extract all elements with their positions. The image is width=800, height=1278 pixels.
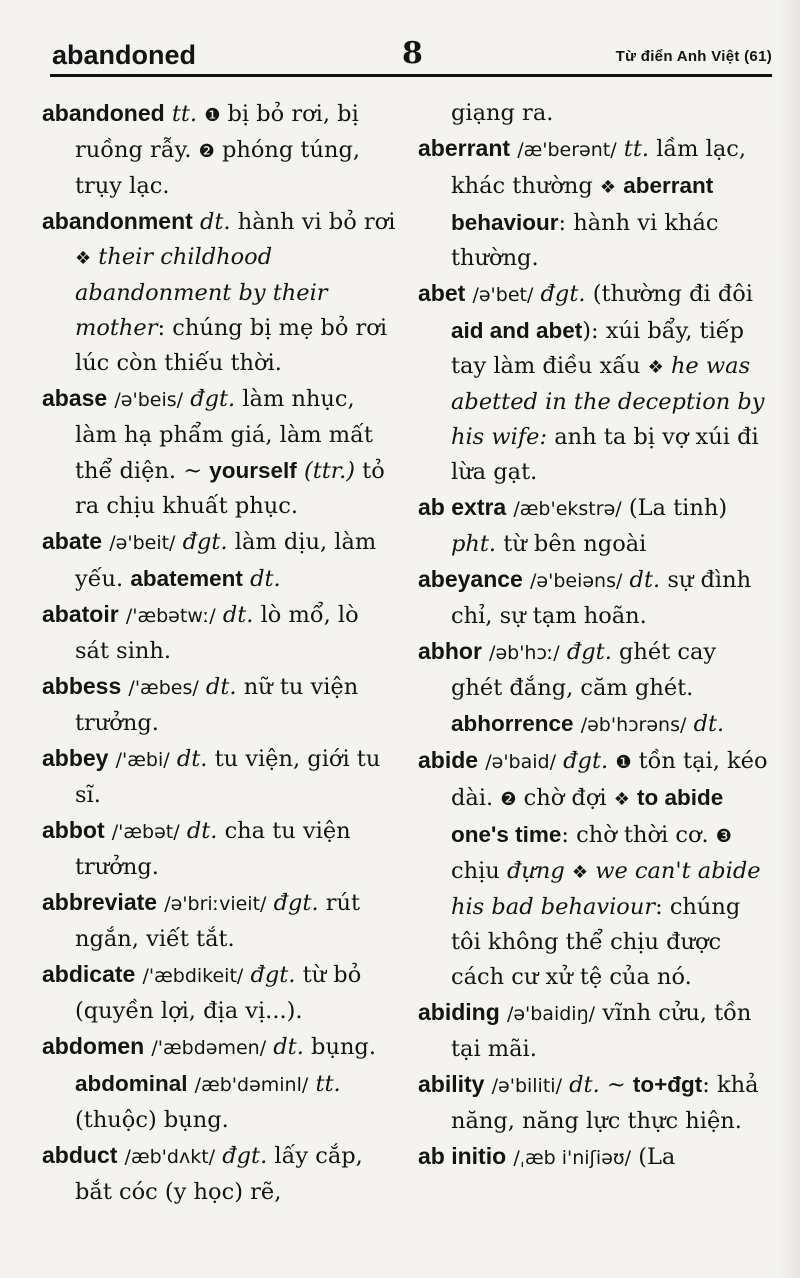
headword: abduct <box>42 1142 118 1168</box>
definition: hành vi bỏ rơi <box>237 209 396 235</box>
definition: (thường đi đôi <box>592 281 753 307</box>
part-of-speech: đgt. <box>273 890 319 916</box>
definition: vĩnh cửu, tồn tại mãi. <box>451 1000 752 1062</box>
origin-label: (La tinh) <box>628 495 728 521</box>
headword: ability <box>418 1071 485 1097</box>
derived-word: abhorrence <box>451 711 574 736</box>
definition: bị bỏ rơi, bị ruồng rẫy. <box>75 101 359 163</box>
entry-abduct <box>42 1138 396 1210</box>
part-of-speech: đgt. <box>566 639 612 665</box>
part-of-speech: dt. <box>222 602 254 628</box>
headword: abandonment <box>42 208 193 234</box>
headword: abiding <box>418 999 500 1025</box>
phrase: to+đgt <box>632 1072 703 1097</box>
headword: abeyance <box>418 566 523 592</box>
sense-marker-1: ❶ <box>615 752 632 773</box>
pronunciation: /ə'biliti/ <box>491 1075 562 1097</box>
entry-abide <box>418 743 772 995</box>
definition: chờ đợi <box>523 785 607 811</box>
phrase: aberrant behaviour <box>451 173 714 235</box>
example-marker: ❖ <box>599 177 617 198</box>
phrase: to abide one's time <box>451 785 724 847</box>
pronunciation: /'æbes/ <box>128 677 199 699</box>
definition: ghét cay ghét đắng, căm ghét. <box>451 639 717 701</box>
page-edge-shadow <box>778 0 800 1278</box>
headword: abatoir <box>42 601 119 627</box>
headword: abbreviate <box>42 889 158 915</box>
definition: tu viện, giới tu sĩ. <box>75 746 381 808</box>
part-of-speech: đgt. <box>250 962 296 988</box>
derived-word: abdominal <box>75 1071 188 1096</box>
entry-ab-initio <box>418 1139 772 1176</box>
definition: từ bên ngoài <box>503 531 647 557</box>
part-of-speech: dt. <box>273 1034 304 1060</box>
entry-abhor <box>418 634 772 743</box>
entry-ab-extra <box>418 490 772 562</box>
definition: rút ngắn, viết tắt. <box>75 890 361 952</box>
pronunciation: /əb'hɔrəns/ <box>580 714 687 736</box>
origin-label: (La <box>638 1144 676 1170</box>
headword: abase <box>42 385 108 411</box>
definition: lò mổ, lò sát sinh. <box>75 602 359 664</box>
definition: làm nhục, làm hạ phẩm giá, làm mất thể diện. ~ <box>75 386 373 484</box>
pronunciation: /'æbət/ <box>111 821 180 843</box>
definition: giạng ra. <box>451 100 554 126</box>
definition: ): xúi bẩy, tiếp tay làm điều xấu <box>451 318 745 379</box>
pronunciation: /ə'beiəns/ <box>530 570 623 592</box>
sense-marker-3: ❸ <box>715 826 732 847</box>
entry-abbreviate <box>42 885 396 957</box>
headword: abdomen <box>42 1033 145 1059</box>
translation: anh ta bị vợ xúi đi lừa gạt. <box>451 424 759 485</box>
pronunciation: /'æbətwː/ <box>125 605 216 627</box>
book-title: Từ điển Anh Việt (61) <box>615 48 772 65</box>
translation: : hành vi khác thường. <box>451 210 719 271</box>
headword: abet <box>418 280 466 306</box>
headword: abandoned <box>42 100 165 126</box>
entry-ability <box>418 1067 772 1139</box>
example-marker: ❖ <box>571 862 589 883</box>
part-of-speech: dt. <box>186 818 218 844</box>
definition-italic: đựng <box>506 858 565 884</box>
entry-abate <box>42 524 396 597</box>
example: we can't abide his bad behaviour <box>451 858 761 920</box>
definition: từ bỏ (quyền lợi, địa vị...). <box>75 962 362 1024</box>
part-of-speech: tt. <box>171 101 198 127</box>
entry-abandonment <box>42 204 396 381</box>
part-of-speech: dt. <box>205 674 237 700</box>
pronunciation: /æb'ekstrə/ <box>513 498 622 520</box>
pronunciation: /ə'baidiŋ/ <box>506 1003 596 1025</box>
page-number: 8 <box>402 36 423 71</box>
headword: abhor <box>418 638 482 664</box>
headword: abbey <box>42 745 109 771</box>
part-of-speech: dt. <box>199 209 231 235</box>
pronunciation: /ə'baid/ <box>485 751 556 773</box>
definition: sự đình chỉ, sự tạm hoãn. <box>451 567 752 629</box>
definition: nữ tu viện trưởng. <box>75 674 359 736</box>
entry-abbey <box>42 741 396 813</box>
part-of-speech: dt. <box>629 567 661 593</box>
entry-abbess <box>42 669 396 741</box>
entry-abdicate <box>42 957 396 1029</box>
pronunciation: /ə'beis/ <box>114 389 184 411</box>
entry-abatoir <box>42 597 396 669</box>
definition: lấy cắp, bắt cóc (y học) rẽ, <box>75 1143 363 1205</box>
definition: cha tu viện trưởng. <box>75 818 351 880</box>
pronunciation: /'æbdikeit/ <box>142 965 244 987</box>
definition: bụng. <box>311 1034 376 1060</box>
entry-abbot <box>42 813 396 885</box>
part-of-speech: dt. <box>250 566 281 592</box>
entry-abase <box>42 381 396 524</box>
part-of-speech: dt. <box>569 1072 600 1098</box>
entry-abdomen <box>42 1029 396 1138</box>
part-of-speech: đgt. <box>563 748 609 774</box>
phrase: aid and abet <box>451 318 583 343</box>
part-of-speech: pht. <box>451 531 497 557</box>
sense-marker-2: ❷ <box>500 789 517 810</box>
part-of-speech: tt. <box>623 136 650 162</box>
right-column <box>418 96 772 1176</box>
pronunciation: /'æbdəmen/ <box>151 1037 267 1059</box>
definition: làm dịu, làm yếu. <box>75 529 377 592</box>
guide-word: abandoned <box>52 40 197 70</box>
pronunciation: /'æbi/ <box>115 749 170 771</box>
pronunciation: /æ'berənt/ <box>517 139 617 161</box>
pronunciation: /æb'dəminl/ <box>194 1074 309 1096</box>
sense-marker-1: ❶ <box>204 105 221 126</box>
pronunciation: /ˌæb i'niʃiəʊ/ <box>513 1147 632 1169</box>
headword: abbess <box>42 673 122 699</box>
translation: : khả năng, năng lực thực hiện. <box>451 1072 759 1134</box>
example-marker: ❖ <box>75 248 92 269</box>
entry-abeyance <box>418 562 772 634</box>
headword: ab initio <box>418 1143 507 1169</box>
part-of-speech: đgt. <box>190 386 236 412</box>
entry-continuation <box>418 96 772 131</box>
translation: : chúng bị mẹ bỏ rơi lúc còn thiếu thời. <box>75 315 388 376</box>
entry-abet <box>418 276 772 490</box>
translation: : chúng tôi không thể chịu được cách cư xử tệ của nó. <box>451 894 741 990</box>
headword: abbot <box>42 817 105 843</box>
definition: tồn tại, kéo dài. <box>451 748 768 811</box>
pronunciation: /ə'briːvieit/ <box>164 893 267 915</box>
headword: aberrant <box>418 135 511 161</box>
translation: : chờ thời cơ. <box>561 822 709 848</box>
headword: abate <box>42 528 103 554</box>
pronunciation: /ə'bet/ <box>472 284 534 306</box>
tilde: ~ <box>606 1072 626 1098</box>
definition: phóng túng, trụy lạc. <box>75 137 361 199</box>
entry-abandoned <box>42 96 396 204</box>
part-of-speech: đgt. <box>222 1143 268 1169</box>
entry-aberrant <box>418 131 772 276</box>
part-of-speech: dt. <box>693 711 725 737</box>
phrase: yourself <box>209 458 297 483</box>
pronunciation: /ə'beit/ <box>109 532 176 554</box>
part-of-speech: đgt. <box>540 281 586 307</box>
sense-marker-2: ❷ <box>198 141 215 162</box>
example: their childhood abandonment by their mother <box>75 244 328 341</box>
part-of-speech: đgt. <box>182 529 228 555</box>
pronunciation: /əb'hɔː/ <box>489 642 560 664</box>
derived-word: abatement <box>130 566 243 591</box>
example-marker: ❖ <box>647 357 664 378</box>
example-marker: ❖ <box>613 789 630 810</box>
headword: abide <box>418 747 479 773</box>
definition: tỏ ra chịu khuất phục. <box>75 458 385 519</box>
definition: lầm lạc, khác thường <box>451 136 747 199</box>
definition: chịu <box>451 858 500 884</box>
running-header <box>50 38 772 77</box>
example: he was abetted in the deception by his wife: <box>451 353 765 450</box>
definition: (thuộc) bụng. <box>75 1107 229 1133</box>
headword: abdicate <box>42 961 136 987</box>
part-of-speech: dt. <box>176 746 208 772</box>
part-of-speech: tt. <box>315 1071 341 1097</box>
entry-abiding <box>418 995 772 1067</box>
usage-label: (ttr.) <box>303 458 356 484</box>
left-column <box>42 96 396 1210</box>
headword: ab extra <box>418 494 507 520</box>
pronunciation: /æb'dʌkt/ <box>124 1146 216 1168</box>
